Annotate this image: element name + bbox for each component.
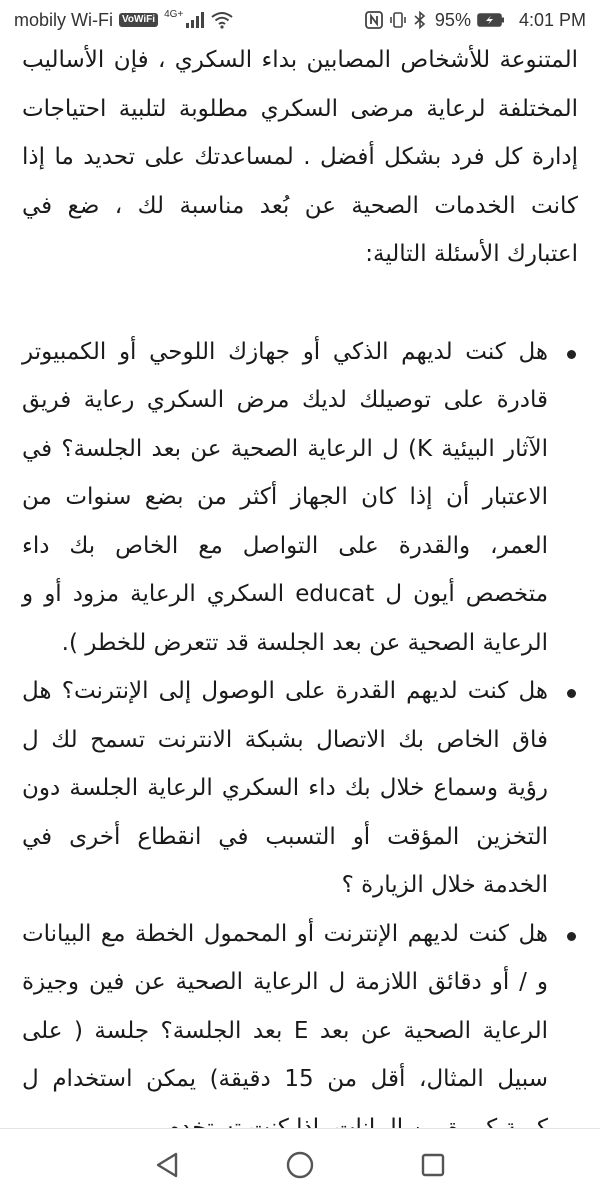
battery-percent: 95% [434,9,471,30]
question-line: الآثار البيئية K) ل الرعاية الصحية عن بعد الجلسة؟ [61,435,549,462]
article-content [22,36,578,1116]
question-item-internet [22,667,578,910]
question-line: فاق الخاص بك الاتصال بشبكة الانترنت تسمح لك ل [22,726,548,753]
intro-paragraph [22,36,578,279]
intro-line: المختلفة لرعاية مرضى السكري مطلوبة لتلبية احتياجات [22,95,578,122]
clock-time: 4:01 PM [518,9,586,30]
question-line: رؤية وسماع خلال بك داء السكري الرعاية الجلسة [69,775,548,801]
network-type-label: 4G+ [164,8,184,20]
question-line: في الخدمة خلال الزيارة ؟ [22,823,548,898]
question-line: في الاعتبار أن إذا كان الجهاز أكثر من بضع سنوات [22,435,548,510]
intro-line: المتنوعة للأشخاص المصابين بداء السكري ، فإن الأساليب [22,47,578,73]
home-circle-icon [285,1150,315,1180]
question-line: و الرعاية الصحية عن بعد الجلسة قد تتعرض للخطر [22,581,548,656]
question-item-device [22,328,578,668]
question-line: جلسة ( على سبيل المثال، أقل من 15 دقيقة) يمكن [22,1017,548,1092]
intro-line: إدارة كل فرد بشكل أفضل . لمساعدتك على تحديد ما إذا [22,144,578,170]
question-line: ). [61,629,78,656]
question-line: هل كنت لديهم القدرة على الوصول إلى الإنترنت؟ هل [22,678,548,704]
signal-strength-icon [185,12,205,28]
question-line: فين وجيزة الرعاية الصحية عن بعد E بعد الجلسة؟ [22,969,549,1044]
carrier-label: mobily Wi-Fi [14,9,113,30]
intro-line: اعتبارك الأسئلة التالية: [365,241,578,267]
question-line: قادرة على توصيلك لديك مرض السكري رعاية فريق [22,387,548,413]
question-item-data-plan [22,910,578,1153]
bullet-dot-icon [567,350,576,359]
nfc-icon [365,11,383,29]
bullet-dot-icon [567,689,576,698]
vowifi-badge: VoWiFi [119,13,158,27]
status-bar [0,0,600,40]
back-triangle-icon [154,1151,180,1179]
question-line: هل كنت لديهم الإنترنت أو المحمول الخطة مع [100,920,548,947]
home-button[interactable] [278,1143,322,1187]
question-line: هل كنت لديهم الذكي أو جهازك اللوحي أو الكمبيوتر [22,338,548,365]
question-line: متخصص أيون ل educat السكري الرعاية مزود أو [44,581,549,607]
wifi-icon [211,11,233,29]
question-line: دون التخزين المؤقت أو التسبب في انقطاع أخرى [22,775,548,850]
recents-square-icon [420,1152,446,1178]
recents-button[interactable] [411,1143,455,1187]
question-line: من العمر، والقدرة على التواصل مع الخاص بك داء [22,484,548,559]
intro-line: كانت الخدمات الصحية عن بُعد مناسبة لك ، ضع في [22,192,578,219]
paragraph-spacer [22,279,578,328]
status-right [365,10,586,31]
bluetooth-icon [413,11,427,29]
system-nav-bar [0,1128,600,1200]
battery-charging-icon [477,12,505,28]
question-line: البيانات و / أو دقائق اللازمة ل الرعاية الصحية عن [22,920,548,995]
status-left [14,10,233,31]
back-button[interactable] [145,1143,189,1187]
vibrate-icon [389,11,407,29]
question-line: استخدام ل [22,1066,133,1092]
bullet-dot-icon [567,932,576,941]
question-list [22,328,578,1153]
